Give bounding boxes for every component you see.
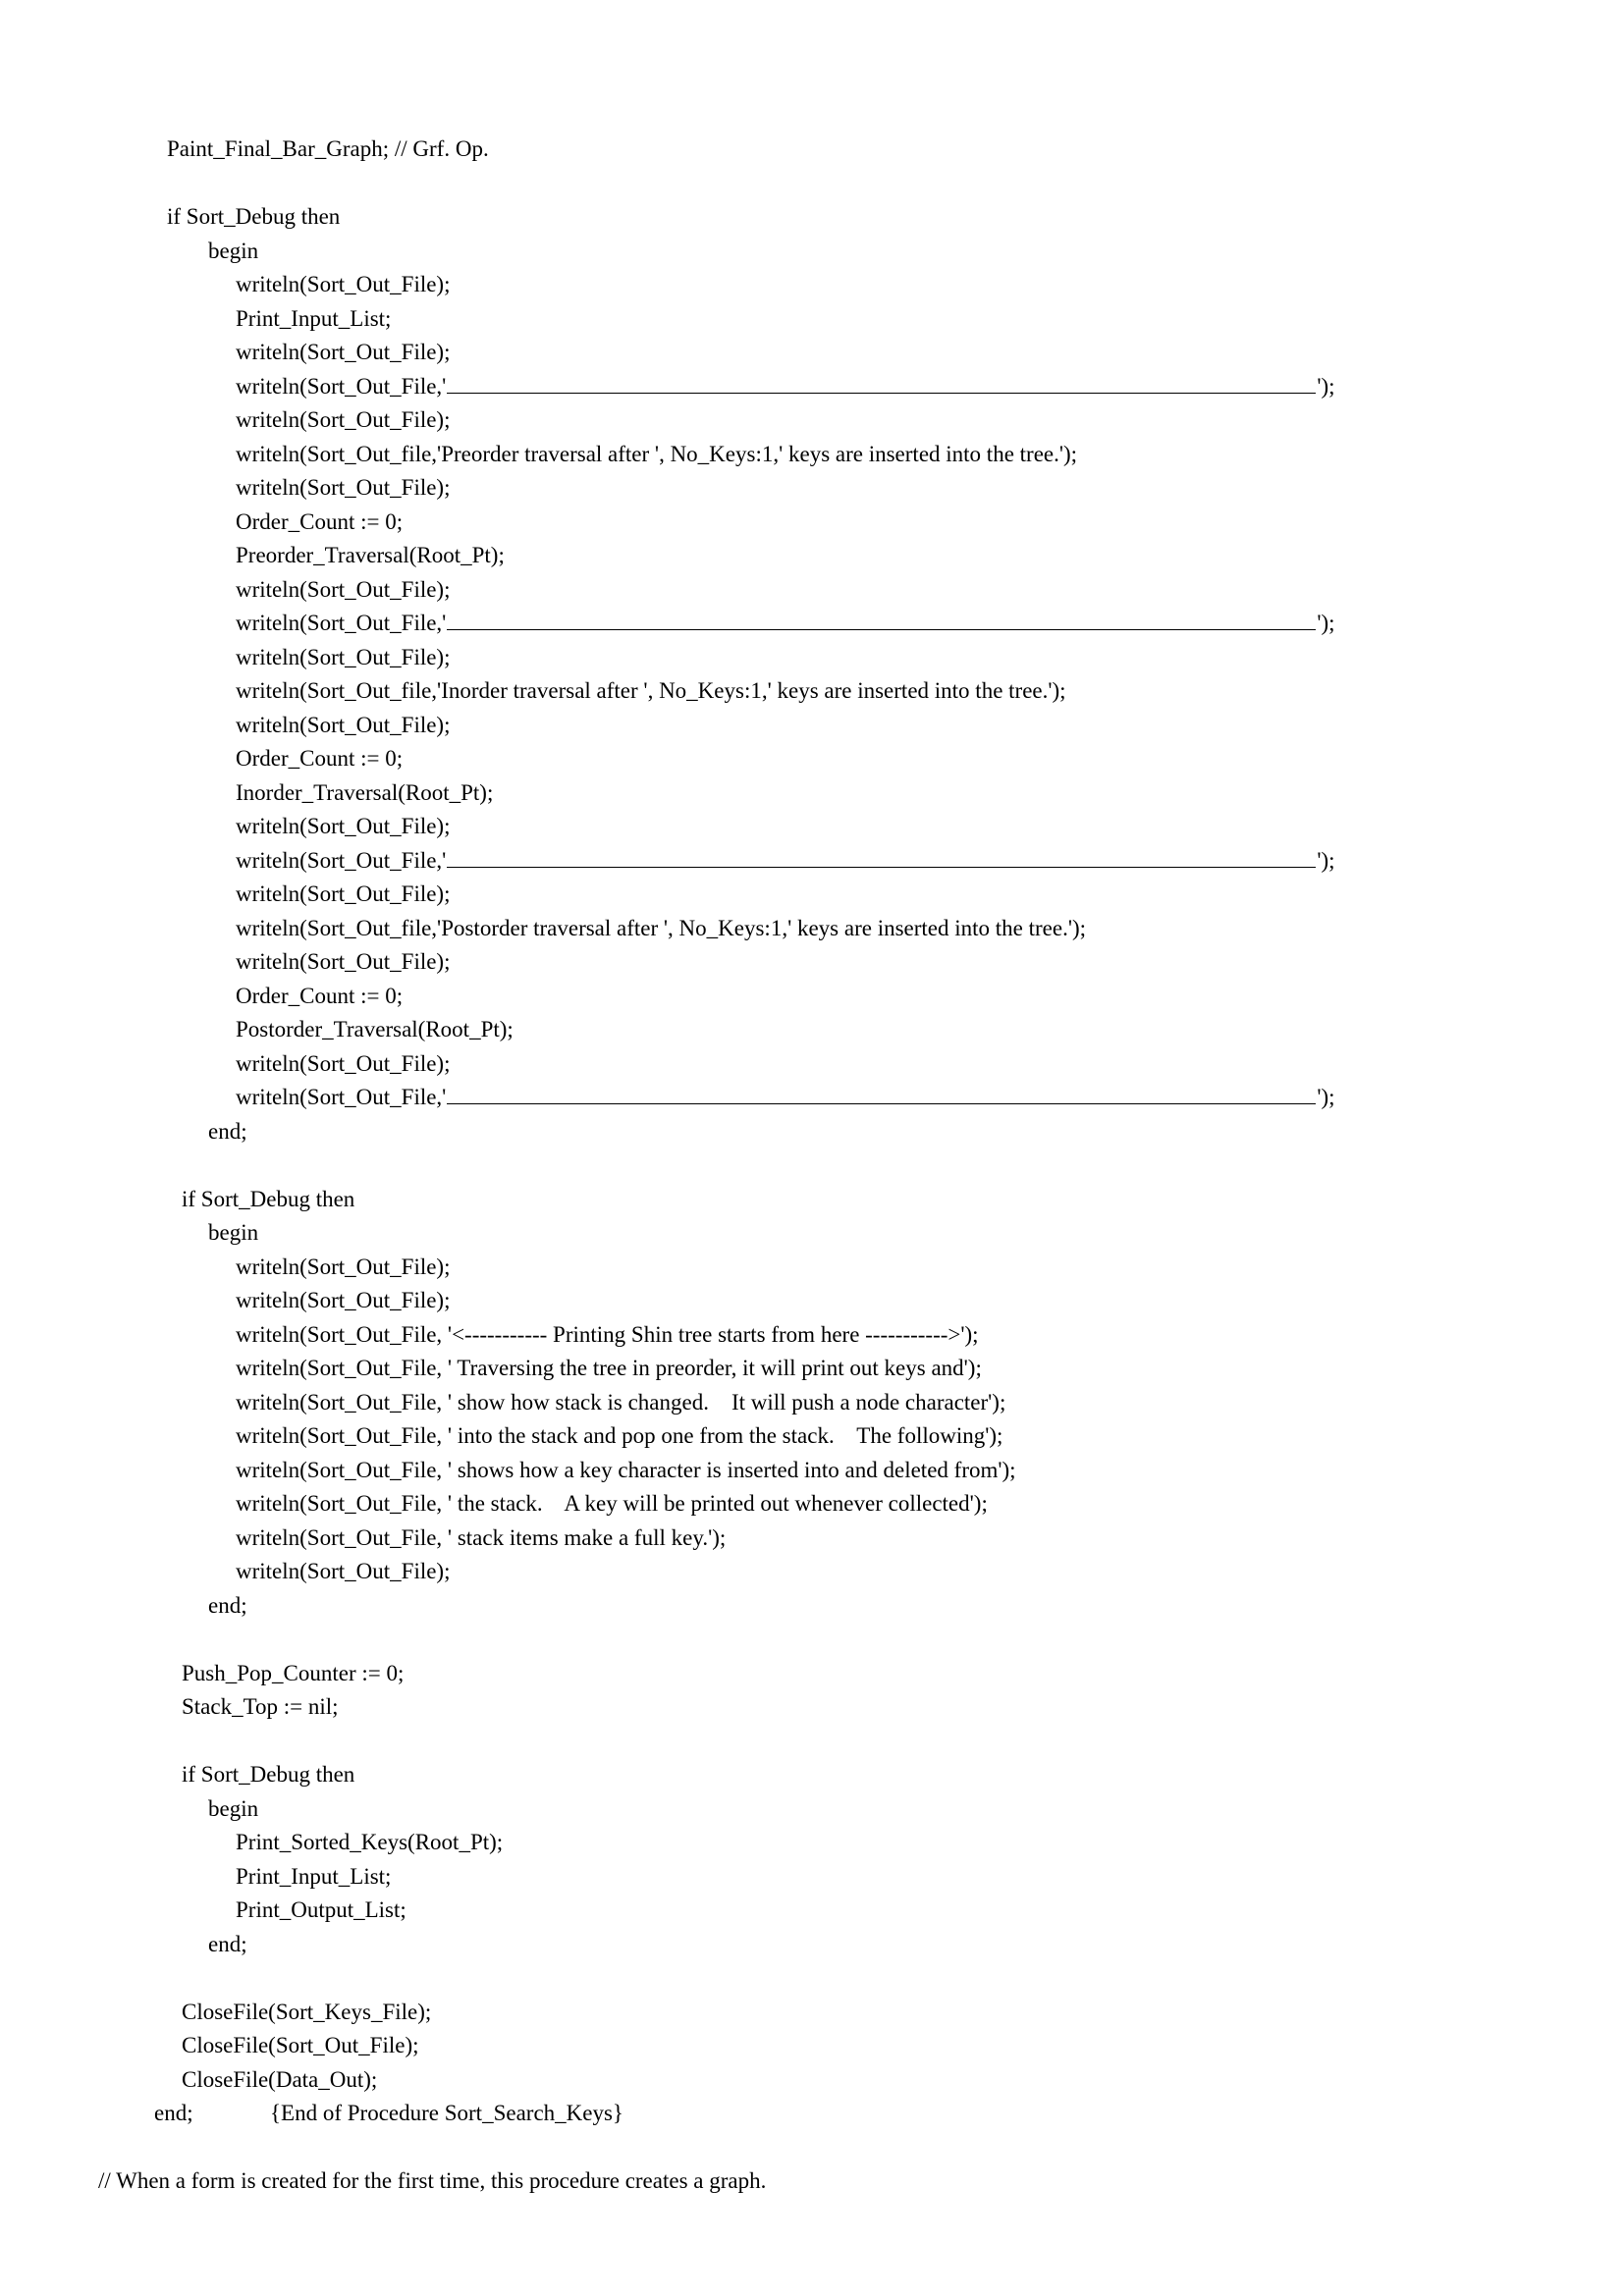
code-text: if Sort_Debug then: [167, 204, 341, 229]
code-text: Order_Count := 0;: [236, 746, 404, 771]
separator-rule: [447, 610, 1316, 630]
code-line: [236, 1828, 503, 1857]
separator-rule: [447, 847, 1316, 868]
code-text: writeln(Sort_Out_File, ' Traversing the tree in preorder, it will print out keys and');: [236, 1356, 982, 1380]
code-line: [236, 744, 403, 774]
code-text: writeln(Sort_Out_File, ' the stack. A key will be printed out whenever collected');: [236, 1491, 988, 1516]
code-text: writeln(Sort_Out_File);: [236, 1559, 451, 1583]
code-line: [236, 1456, 1016, 1485]
code-text: writeln(Sort_Out_File,': [236, 1085, 447, 1109]
code-line: [208, 1930, 247, 1959]
code-line: [182, 1185, 354, 1214]
code-text: writeln(Sort_Out_File, ' into the stack and pop one from the stack. The following');: [236, 1423, 1003, 1448]
code-line: [182, 2031, 419, 2060]
code-line: [236, 711, 450, 740]
code-text: writeln(Sort_Out_File);: [236, 272, 451, 296]
code-text: writeln(Sort_Out_file,'Postorder traversal after ', No_Keys:1,' keys are inserted into the tree.');: [236, 915, 1087, 940]
code-line: [182, 2065, 377, 2095]
code-line: [236, 947, 450, 977]
code-text: Order_Count := 0;: [236, 983, 404, 1008]
code-text-end: ');: [1317, 373, 1335, 399]
code-text: end;: [208, 1592, 247, 1618]
code-text: writeln(Sort_Out_file,'Preorder traversal after ', No_Keys:1,' keys are inserted into the tree.');: [236, 441, 1078, 466]
code-text: Print_Output_List;: [236, 1897, 406, 1922]
end-procedure-comment: {End of Procedure Sort_Search_Keys}: [270, 2101, 623, 2125]
code-line: [182, 1760, 354, 1789]
code-line: [236, 507, 403, 537]
code-text: Print_Input_List;: [236, 305, 392, 331]
code-line: [182, 1659, 404, 1688]
code-line: [236, 1286, 450, 1315]
code-text: CloseFile(Data_Out);: [182, 2066, 378, 2092]
code-text: Print_Input_List;: [236, 1863, 392, 1889]
code-text: Print_Sorted_Keys(Root_Pt);: [236, 1830, 504, 1854]
code-line: [236, 1320, 979, 1350]
code-text: writeln(Sort_Out_File);: [236, 949, 451, 974]
code-text: Preorder_Traversal(Root_Pt);: [236, 543, 505, 567]
code-line: [154, 2099, 623, 2128]
code-line: [236, 812, 450, 841]
code-text: writeln(Sort_Out_File);: [236, 1050, 451, 1076]
code-text: writeln(Sort_Out_File);: [236, 576, 451, 602]
separator-rule: [447, 373, 1316, 394]
code-line: [236, 1489, 988, 1519]
code-line: [182, 1692, 339, 1722]
code-line: [236, 372, 1335, 401]
code-text: writeln(Sort_Out_File, '<----------- Printing Shin tree starts from here ----------->');: [236, 1321, 979, 1347]
code-text: writeln(Sort_Out_File);: [236, 340, 451, 364]
code-text: // When a form is created for the first time, this procedure creates a graph.: [98, 2168, 767, 2193]
code-line: [236, 1421, 1002, 1451]
code-text: Order_Count := 0;: [236, 508, 404, 534]
code-line: [236, 643, 450, 672]
code-line: [236, 1523, 726, 1553]
code-text: Push_Pop_Counter := 0;: [182, 1660, 405, 1685]
code-line: [208, 1591, 247, 1621]
code-line: [236, 1015, 514, 1044]
code-text: Stack_Top := nil;: [182, 1694, 339, 1719]
code-line: [236, 338, 450, 367]
code-text: end;: [208, 1931, 247, 1956]
code-line: [236, 1354, 982, 1383]
code-line: [182, 1998, 431, 2027]
code-line: [208, 1117, 247, 1147]
code-text: writeln(Sort_Out_File, ' show how stack is changed. It will push a node character');: [236, 1389, 1006, 1415]
code-text: writeln(Sort_Out_File);: [236, 644, 451, 669]
code-text: writeln(Sort_Out_File);: [236, 814, 451, 838]
code-text: Paint_Final_Bar_Graph; // Grf. Op.: [167, 136, 489, 161]
code-text-end: ');: [1317, 611, 1335, 635]
code-text: begin: [208, 1220, 259, 1245]
code-line: [208, 1218, 258, 1248]
code-text: if Sort_Debug then: [182, 1762, 355, 1787]
code-text: begin: [208, 238, 259, 263]
code-text: Inorder_Traversal(Root_Pt);: [236, 779, 494, 805]
code-line: [167, 202, 340, 232]
code-line: [236, 1388, 1005, 1417]
code-line: [98, 2166, 766, 2196]
code-text: writeln(Sort_Out_File, ' stack items make a full key.');: [236, 1524, 727, 1550]
code-line: [236, 1083, 1335, 1112]
code-line: [236, 473, 450, 503]
code-text: CloseFile(Sort_Out_File);: [182, 2033, 419, 2057]
code-line: [236, 440, 1077, 469]
code-text: writeln(Sort_Out_File);: [236, 881, 451, 906]
code-text: end;: [208, 1118, 247, 1144]
code-line: [208, 237, 258, 266]
code-text-end: ');: [1317, 847, 1335, 873]
code-text: writeln(Sort_Out_file,'Inorder traversal after ', No_Keys:1,' keys are inserted into the tree.');: [236, 678, 1066, 703]
code-text: Postorder_Traversal(Root_Pt);: [236, 1017, 514, 1041]
code-text: writeln(Sort_Out_File);: [236, 407, 451, 432]
code-line: [236, 541, 505, 570]
code-line: [236, 914, 1086, 943]
code-text: writeln(Sort_Out_File,': [236, 611, 447, 635]
code-line: [208, 1794, 258, 1824]
code-text: writeln(Sort_Out_File,': [236, 373, 447, 399]
code-line: [236, 1862, 391, 1892]
code-line: [236, 1049, 450, 1079]
code-line: [236, 304, 391, 334]
code-text: if Sort_Debug then: [182, 1186, 355, 1211]
code-line: [236, 778, 493, 808]
code-text: writeln(Sort_Out_File, ' shows how a key character is inserted into and deleted from');: [236, 1457, 1016, 1482]
code-line: [236, 676, 1066, 706]
code-text: begin: [208, 1795, 259, 1821]
code-line: [236, 270, 450, 299]
code-line: [236, 846, 1335, 876]
code-line: [236, 880, 450, 909]
code-line: [236, 609, 1335, 638]
code-text: CloseFile(Sort_Keys_File);: [182, 1999, 432, 2024]
code-line: [236, 982, 403, 1011]
code-text: writeln(Sort_Out_File,': [236, 847, 447, 873]
code-text: writeln(Sort_Out_File);: [236, 1288, 451, 1312]
code-line: [236, 405, 450, 435]
code-text: writeln(Sort_Out_File);: [236, 1254, 451, 1279]
code-text: writeln(Sort_Out_File);: [236, 475, 451, 500]
code-line: [236, 1253, 450, 1282]
code-line: [236, 575, 450, 605]
code-line: [236, 1896, 406, 1925]
code-text: writeln(Sort_Out_File);: [236, 712, 451, 737]
code-text-end: ');: [1317, 1085, 1335, 1109]
code-text: end;: [154, 2101, 193, 2125]
code-line: [167, 134, 489, 164]
code-line: [236, 1557, 450, 1586]
separator-rule: [447, 1084, 1316, 1104]
